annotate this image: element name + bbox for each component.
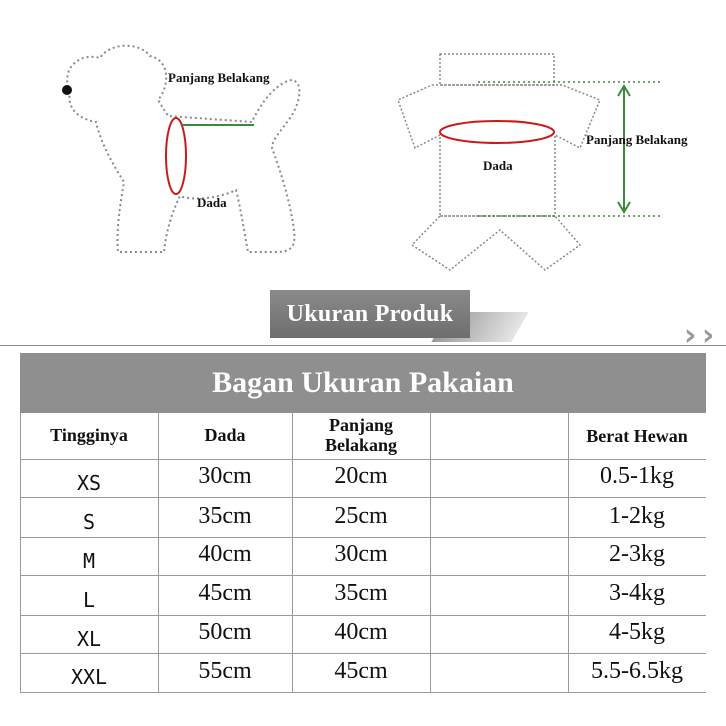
cell-weight: 2-3kg [609,541,665,567]
cell-chest: 50cm [198,619,252,645]
dog-measurement-diagram [0,0,330,280]
shirt-measurement-diagram [390,40,726,280]
row-divider [20,575,706,576]
cell-chest: 45cm [198,580,252,606]
cell-weight: 0.5-1kg [600,463,674,489]
shirt-chest-label: Dada [483,158,513,173]
cell-size: L [82,588,96,612]
cell-back: 45cm [334,658,388,684]
row-divider [20,615,706,616]
header-weight: Berat Hewan [586,426,688,446]
cell-size: XS [76,471,102,495]
cell-weight: 3-4kg [609,580,665,606]
cell-back: 20cm [334,463,388,489]
header-back-line1: Panjang [328,415,393,435]
divider [0,345,726,346]
dog-chest-line [166,118,186,194]
table-grid [20,413,706,693]
cell-size: XL [76,627,102,651]
cell-size: S [82,510,96,534]
cell-size: XXL [70,665,108,689]
shirt-back-label: Panjang Belakang [586,132,688,147]
row-divider [20,653,706,654]
cell-chest: 55cm [198,658,252,684]
chevron-right-icon: › [684,318,697,353]
dog-back-label: Panjang Belakang [168,70,270,85]
shirt-collar [440,54,554,85]
cell-back: 30cm [334,541,388,567]
banner-title: Ukuran Produk [270,290,470,338]
row-divider [20,537,706,538]
table-title: Bagan Ukuran Pakaian [20,353,706,413]
chevron-right-icon: › [702,318,715,353]
dog-chest-label: Dada [197,195,227,210]
column-divider [430,413,431,693]
cell-weight: 5.5-6.5kg [591,658,683,684]
cell-weight: 1-2kg [609,503,665,529]
header-chest: Dada [204,425,246,445]
dog-nose [62,85,72,95]
cell-chest: 30cm [198,463,252,489]
header-back-line2: Belakang [324,435,398,455]
cell-back: 40cm [334,619,388,645]
shirt-chest-line [440,121,554,143]
cell-weight: 4-5kg [609,619,665,645]
cell-chest: 35cm [198,503,252,529]
shirt-body [398,85,600,216]
row-divider [20,459,706,460]
cell-chest: 40cm [198,541,252,567]
row-divider [20,497,706,498]
cell-back: 35cm [334,580,388,606]
row-divider [20,692,706,693]
shirt-legs [412,216,580,270]
cell-back: 25cm [334,503,388,529]
cell-size: M [82,549,96,573]
size-chart-table [20,353,706,693]
header-height: Tingginya [50,425,128,445]
